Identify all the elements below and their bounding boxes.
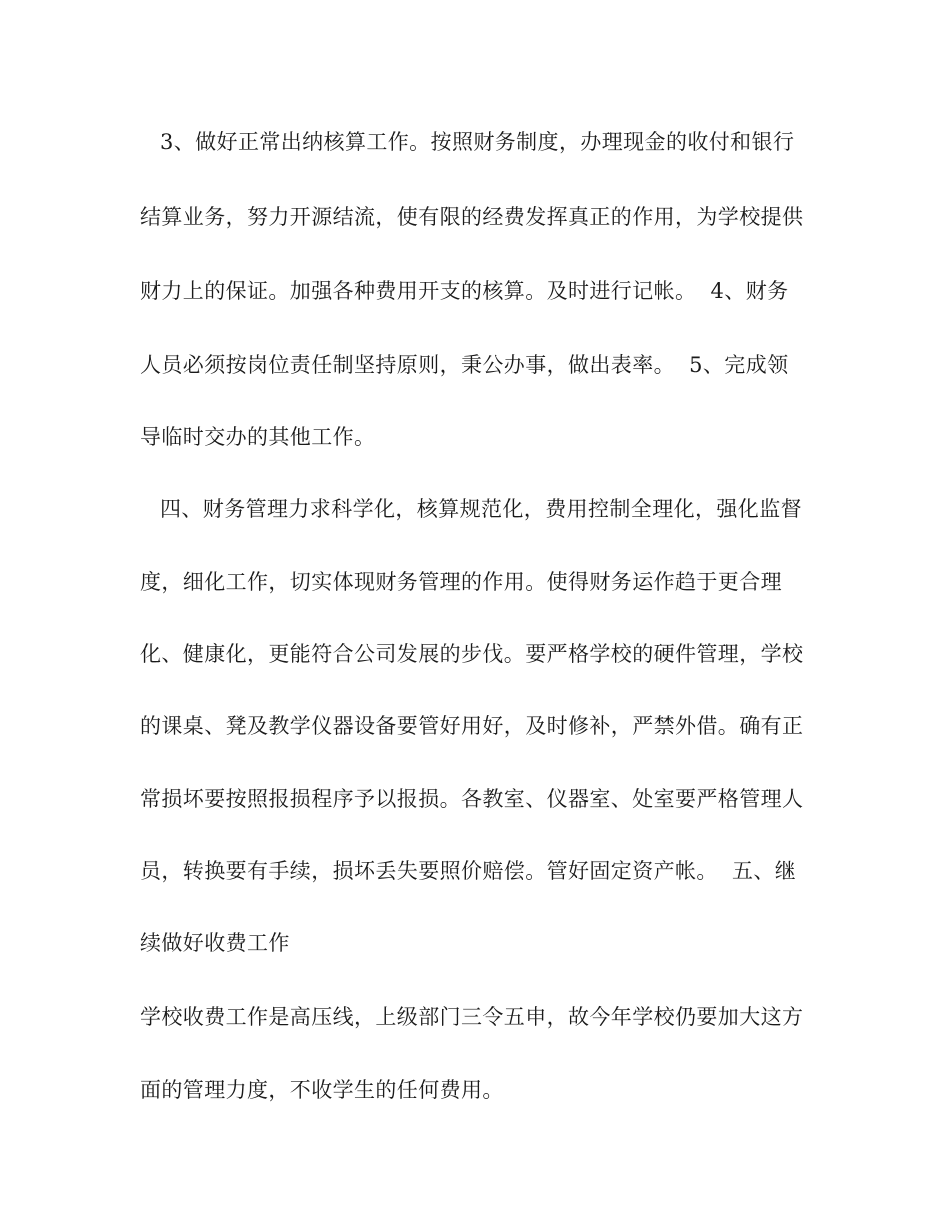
paragraph-line: 面的管理力度，不收学生的任何费用。 — [140, 1078, 504, 1102]
paragraph-line: 化、健康化，更能符合公司发展的步伐。要严格学校的硬件管理，学校 — [140, 642, 804, 666]
paragraph-line: 续做好收费工作 — [140, 931, 290, 955]
paragraph-line: 学校收费工作是高压线，上级部门三令五申，故今年学校仍要加大这方 — [140, 1005, 804, 1029]
paragraph-line: 度，细化工作，切实体现财务管理的作用。使得财务运作趋于更合理 — [140, 570, 782, 594]
paragraph-line: 财力上的保证。加强各种费用开支的核算。及时进行记帐。 4、财务 — [140, 279, 789, 303]
paragraph-line: 人员必须按岗位责任制坚持原则，秉公办事，做出表率。 5、完成领 — [140, 353, 789, 377]
paragraph-line: 的课桌、凳及教学仪器设备要管好用好，及时修补，严禁外借。确有正 — [140, 714, 804, 738]
paragraph-line: 员，转换要有手续，损坏丢失要照价赔偿。管好固定资产帐。 五、继 — [140, 859, 797, 883]
paragraph-line: 导临时交办的其他工作。 — [140, 425, 376, 449]
paragraph-line: 结算业务，努力开源结流，使有限的经费发挥真正的作用，为学校提供 — [140, 205, 804, 229]
paragraph-line: 常损坏要按照报损程序予以报损。各教室、仪器室、处室要严格管理人 — [140, 787, 804, 811]
paragraph-line: 四、财务管理力求科学化，核算规范化，费用控制全理化，强化监督 — [160, 497, 802, 521]
paragraph-line: 3、做好正常出纳核算工作。按照财务制度，办理现金的收付和银行 — [160, 130, 795, 154]
